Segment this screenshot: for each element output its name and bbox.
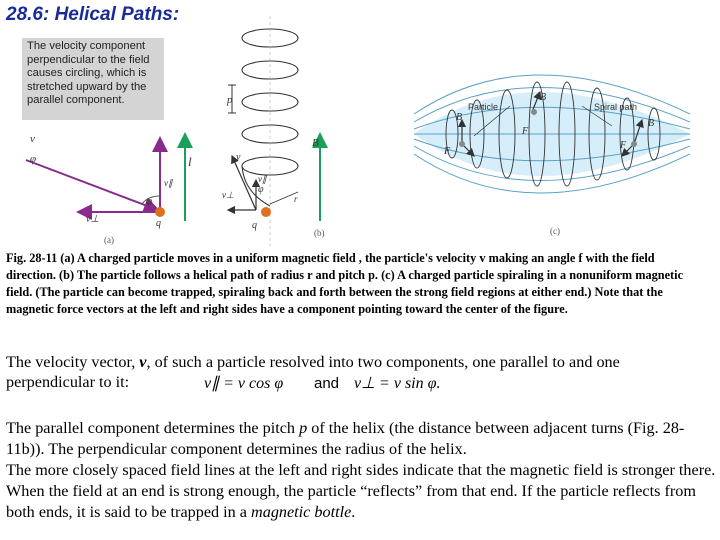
label-r: r <box>294 194 298 204</box>
charge-q-dot <box>155 207 165 217</box>
label-v-perp-b: v⊥ <box>222 190 234 200</box>
para1-text: The velocity vector, <box>6 353 140 371</box>
label-B-c-left: B <box>456 112 463 123</box>
panel-c <box>414 75 690 236</box>
label-v: v <box>30 133 35 145</box>
velocity-vector <box>26 160 158 210</box>
label-phi-a2: φ <box>146 195 153 207</box>
label-pitch-p: p <box>227 94 233 106</box>
para1-rest: , of such a particle resolved into two components, one parallel to and one perpendicular to it: <box>6 353 620 391</box>
magnetic-bottle-term: magnetic bottle <box>251 503 352 521</box>
label-F-c: F <box>522 126 529 137</box>
para1-v: v <box>139 353 147 371</box>
particle-left <box>459 141 465 147</box>
label-v-perp-a: v⊥ <box>86 214 100 225</box>
label-v-b: v <box>236 152 241 163</box>
panel-b-label: (b) <box>314 228 325 238</box>
panel-c-label: (c) <box>550 226 560 236</box>
figure-callout: The velocity component perpendicular to the field causes circling, which is stretched upward by the parallel component. <box>22 38 164 120</box>
figure-caption: Fig. 28-11 (a) A charged particle moves in a uniform magnetic field , the particle's velocity v making an angle f with the field direction. (b) The particle follows a helical path of radius r and pitch p. (c) A charged particle spiraling in a nonuniform magnetic field. (The particle can become trapped, spiraling back and forth between the strong field regions at either end.) Note that the magnetic force vectors at the left and right sides have a component pointing toward the center of the figure. <box>6 251 684 316</box>
paragraph-pitch-radius <box>6 418 718 523</box>
panel-a <box>26 133 174 245</box>
para2-end: . <box>351 503 356 521</box>
label-v-par-a: v∥ <box>164 178 173 188</box>
equation-v-parallel: v∥ = v cos φ <box>204 375 284 392</box>
para2-l1b: of the helix (the distance between adjacent turns (Fig. 28-11b)). The perpendicular component determines the radius of the helix. <box>6 419 685 458</box>
label-l: l <box>188 154 192 169</box>
equation-and: and <box>314 375 340 392</box>
charge-q-dot-b <box>261 207 271 217</box>
label-F-c-right: F <box>620 140 627 151</box>
label-phi-b: φ <box>258 184 264 195</box>
equation-v-perp: v⊥ = v sin φ. <box>354 375 441 392</box>
label-B-c-right: B <box>648 118 655 129</box>
para2-l2: The more closely spaced field lines at the left and right sides indicate that the magnetic field is stronger there. When the field at an end is strong enough, the particle “reflects” from that end. If the particle reflects from both ends, it is said to be trapped in a <box>6 461 716 521</box>
slide-title: 28.6: Helical Paths: <box>6 4 180 25</box>
label-spiral-path: Spiral path <box>594 102 638 112</box>
para2-l1a: The parallel component determines the pitch <box>6 419 300 437</box>
label-B-c-top: B <box>540 92 547 103</box>
label-phi-a: φ <box>30 153 37 165</box>
velocity-components-equation <box>204 371 464 393</box>
label-B-b: B <box>312 137 319 149</box>
panel-b <box>185 16 325 246</box>
label-v-par-b: v∥ <box>258 174 267 184</box>
particle-right <box>631 141 637 147</box>
para2-p: p <box>299 419 308 437</box>
label-particle: Particle <box>468 102 499 112</box>
label-F-c-left: F <box>444 146 451 157</box>
label-q-b: q <box>252 220 257 231</box>
particle-top <box>531 109 537 115</box>
panel-a-label: (a) <box>104 235 114 245</box>
label-q-a: q <box>156 218 161 229</box>
